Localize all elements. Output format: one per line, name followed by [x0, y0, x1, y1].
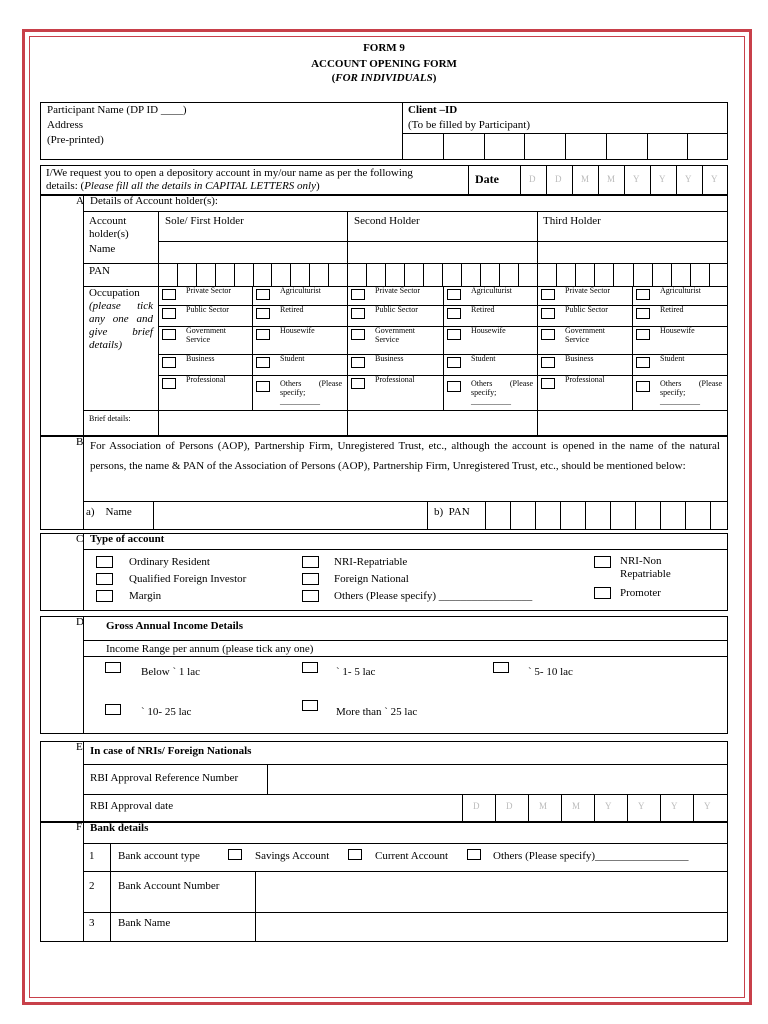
occupation-checkbox[interactable] — [541, 378, 555, 389]
occupation-option-label: Business — [186, 354, 215, 363]
occupation-option-label: Private Sector — [186, 286, 232, 295]
occupation-checkbox[interactable] — [541, 308, 555, 319]
occupation-checkbox[interactable] — [541, 357, 555, 368]
holder-first: Sole/ First Holder — [165, 215, 244, 227]
occupation-others-checkbox[interactable] — [447, 381, 461, 392]
others-account-checkbox[interactable] — [467, 849, 481, 860]
holder-second: Second Holder — [354, 215, 420, 227]
occupation-option-label: Student — [280, 354, 305, 363]
occupation-option-label: Professional — [375, 375, 415, 384]
income-range-label: Income Range per annum (please tick any one) — [106, 643, 314, 655]
section-c-title: Type of account — [90, 533, 165, 545]
occupation-note: (please tick any one and give brief details) — [89, 300, 153, 351]
income-option-label: ` 5- 10 lac — [528, 666, 573, 678]
request-line1: I/We request you to open a depository account in my/our name as per the following — [46, 167, 413, 179]
occupation-option-label: Government Service — [186, 326, 226, 344]
bank-account-number-label: Bank Account Number — [118, 880, 220, 892]
occupation-checkbox[interactable] — [256, 289, 270, 300]
aop-name-label: a) Name — [86, 506, 132, 518]
occupation-option-label: Business — [375, 354, 404, 363]
income-checkbox[interactable] — [302, 700, 318, 711]
current-label: Current Account — [375, 850, 449, 862]
account-type-checkbox[interactable] — [96, 573, 113, 585]
occupation-others-checkbox[interactable] — [256, 381, 270, 392]
participant-name-label: Participant Name (DP ID ____) — [47, 104, 187, 116]
income-option-label: ` 10- 25 lac — [141, 706, 192, 718]
occupation-option-label: Retired — [660, 305, 684, 314]
account-holders-label: Account holder(s) — [89, 215, 129, 240]
client-id-note: (To be filled by Participant) — [408, 119, 531, 131]
income-option-label: ` 1- 5 lac — [336, 666, 376, 678]
occupation-checkbox[interactable] — [351, 329, 365, 340]
account-type-label: NRI-Repatriable — [334, 556, 408, 568]
occupation-checkbox[interactable] — [351, 378, 365, 389]
account-type-label: Others (Please specify) _________________ — [334, 590, 533, 602]
occupation-checkbox[interactable] — [541, 329, 555, 340]
account-type-checkbox[interactable] — [302, 590, 319, 602]
occupation-checkbox[interactable] — [162, 329, 176, 340]
occupation-checkbox[interactable] — [636, 289, 650, 300]
occupation-others-label: Others (Please specify; __________ — [471, 379, 533, 406]
occupation-checkbox[interactable] — [162, 308, 176, 319]
income-checkbox[interactable] — [302, 662, 318, 673]
occupation-option-label: Housewife — [280, 326, 315, 335]
rbi-date-cell[interactable]: M — [539, 801, 548, 811]
rbi-date-cell[interactable]: Y — [638, 801, 645, 811]
occupation-option-label: Retired — [471, 305, 495, 314]
rbi-date-cell[interactable]: Y — [704, 801, 711, 811]
rbi-date-cell[interactable]: D — [473, 801, 480, 811]
account-type-label: Foreign National — [334, 573, 409, 585]
aop-pan-label: b) PAN — [434, 506, 470, 518]
account-type-checkbox[interactable] — [594, 556, 611, 568]
occupation-option-label: Professional — [565, 375, 605, 384]
occupation-checkbox[interactable] — [256, 308, 270, 319]
date-cell[interactable]: Y — [633, 174, 640, 184]
section-a-letter: A — [76, 195, 84, 207]
account-type-checkbox[interactable] — [594, 587, 611, 599]
section-b-text: For Association of Persons (AOP), Partnership Firm, Unregistered Trust, etc., although the account is opened in the name of the natural persons, the name & PAN of the Association of Persons (AOP), Partnership Firm, Unregistered Trust, etc., should be mentioned below: — [90, 440, 720, 472]
occupation-option-label: Agriculturist — [471, 286, 512, 295]
rbi-date-label: RBI Approval date — [90, 800, 174, 812]
account-type-label: Promoter — [620, 587, 661, 599]
occupation-option-label: Student — [660, 354, 685, 363]
income-option-label: More than ` 25 lac — [336, 706, 418, 718]
occupation-option-label: Agriculturist — [280, 286, 321, 295]
occupation-option-label: Housewife — [471, 326, 506, 335]
current-checkbox[interactable] — [348, 849, 362, 860]
bank-name-label: Bank Name — [118, 917, 171, 929]
section-a-title: Details of Account holder(s): — [90, 195, 218, 207]
account-type-checkbox[interactable] — [302, 556, 319, 568]
form-number: FORM 9 — [363, 42, 405, 54]
bank-account-type-label: Bank account type — [118, 850, 200, 862]
account-type-label: NRI-Non Repatriable — [620, 555, 671, 580]
occupation-checkbox[interactable] — [447, 329, 461, 340]
income-option-label: Below ` 1 lac — [141, 666, 200, 678]
occupation-option-label: Private Sector — [375, 286, 421, 295]
occupation-option-label: Public Sector — [375, 305, 418, 314]
occupation-others-checkbox[interactable] — [636, 381, 650, 392]
account-type-label: Qualified Foreign Investor — [129, 573, 247, 585]
occupation-checkbox[interactable] — [541, 289, 555, 300]
address-label: Address — [47, 119, 84, 131]
occupation-option-label: Private Sector — [565, 286, 611, 295]
occupation-checkbox[interactable] — [636, 357, 650, 368]
occupation-others-label: Others (Please specify; __________ — [280, 379, 342, 406]
occupation-option-label: Public Sector — [565, 305, 608, 314]
occupation-option-label: Government Service — [375, 326, 415, 344]
holder-third: Third Holder — [543, 215, 601, 227]
occupation-option-label: Public Sector — [186, 305, 229, 314]
others-account-label: Others (Please specify)_________________ — [493, 850, 689, 862]
occupation-checkbox[interactable] — [162, 289, 176, 300]
income-checkbox[interactable] — [493, 662, 509, 673]
date-cell[interactable]: D — [529, 174, 536, 184]
name-label: Name — [89, 243, 116, 255]
occupation-option-label: Student — [471, 354, 496, 363]
occupation-checkbox[interactable] — [636, 329, 650, 340]
occupation-checkbox[interactable] — [636, 308, 650, 319]
occupation-checkbox[interactable] — [256, 357, 270, 368]
date-cell[interactable]: Y — [685, 174, 692, 184]
date-cell[interactable]: M — [581, 174, 590, 184]
occupation-option-label: Professional — [186, 375, 226, 384]
occupation-checkbox[interactable] — [351, 289, 365, 300]
occupation-checkbox[interactable] — [162, 378, 176, 389]
rbi-date-cell[interactable]: Y — [671, 801, 678, 811]
occupation-option-label: Government Service — [565, 326, 605, 344]
request-line2: details: (Please fill all the details in CAPITAL LETTERS only) — [46, 180, 320, 192]
savings-checkbox[interactable] — [228, 849, 242, 860]
date-cell[interactable]: M — [607, 174, 616, 184]
date-cell[interactable]: Y — [659, 174, 666, 184]
account-type-checkbox[interactable] — [96, 590, 113, 602]
occupation-checkbox[interactable] — [351, 357, 365, 368]
occupation-checkbox[interactable] — [447, 357, 461, 368]
occupation-checkbox[interactable] — [447, 308, 461, 319]
rbi-ref-label: RBI Approval Reference Number — [90, 772, 239, 784]
form-subtitle: (FOR INDIVIDUALS) — [331, 72, 437, 84]
occupation-option-label: Housewife — [660, 326, 695, 335]
brief-details-label: Brief details: — [89, 414, 131, 423]
occupation-option-label: Agriculturist — [660, 286, 701, 295]
occupation-checkbox[interactable] — [447, 289, 461, 300]
date-cell[interactable]: D — [555, 174, 562, 184]
section-e-title: In case of NRIs/ Foreign Nationals — [90, 745, 252, 757]
account-type-label: Ordinary Resident — [129, 556, 210, 568]
section-d-title: Gross Annual Income Details — [106, 620, 244, 632]
account-type-checkbox[interactable] — [96, 556, 113, 568]
occupation-checkbox[interactable] — [162, 357, 176, 368]
preprinted-label: (Pre-printed) — [47, 134, 104, 146]
occupation-checkbox[interactable] — [256, 329, 270, 340]
occupation-others-label: Others (Please specify; __________ — [660, 379, 722, 406]
occupation-checkbox[interactable] — [351, 308, 365, 319]
occupation-label: Occupation — [89, 287, 140, 299]
rbi-date-cell[interactable]: M — [572, 801, 581, 811]
income-checkbox[interactable] — [105, 662, 121, 673]
pan-label: PAN — [89, 265, 110, 277]
occupation-option-label: Retired — [280, 305, 304, 314]
date-cell[interactable]: Y — [711, 174, 718, 184]
date-label: Date — [475, 172, 499, 186]
savings-label: Savings Account — [255, 850, 330, 862]
rbi-date-cell[interactable]: Y — [605, 801, 612, 811]
client-id-label: Client –ID — [408, 104, 458, 116]
form-title: ACCOUNT OPENING FORM — [311, 58, 457, 70]
section-f-title: Bank details — [90, 822, 149, 834]
account-type-label: Margin — [129, 590, 162, 602]
account-type-checkbox[interactable] — [302, 573, 319, 585]
income-checkbox[interactable] — [105, 704, 121, 715]
rbi-date-cell[interactable]: D — [506, 801, 513, 811]
occupation-option-label: Business — [565, 354, 594, 363]
